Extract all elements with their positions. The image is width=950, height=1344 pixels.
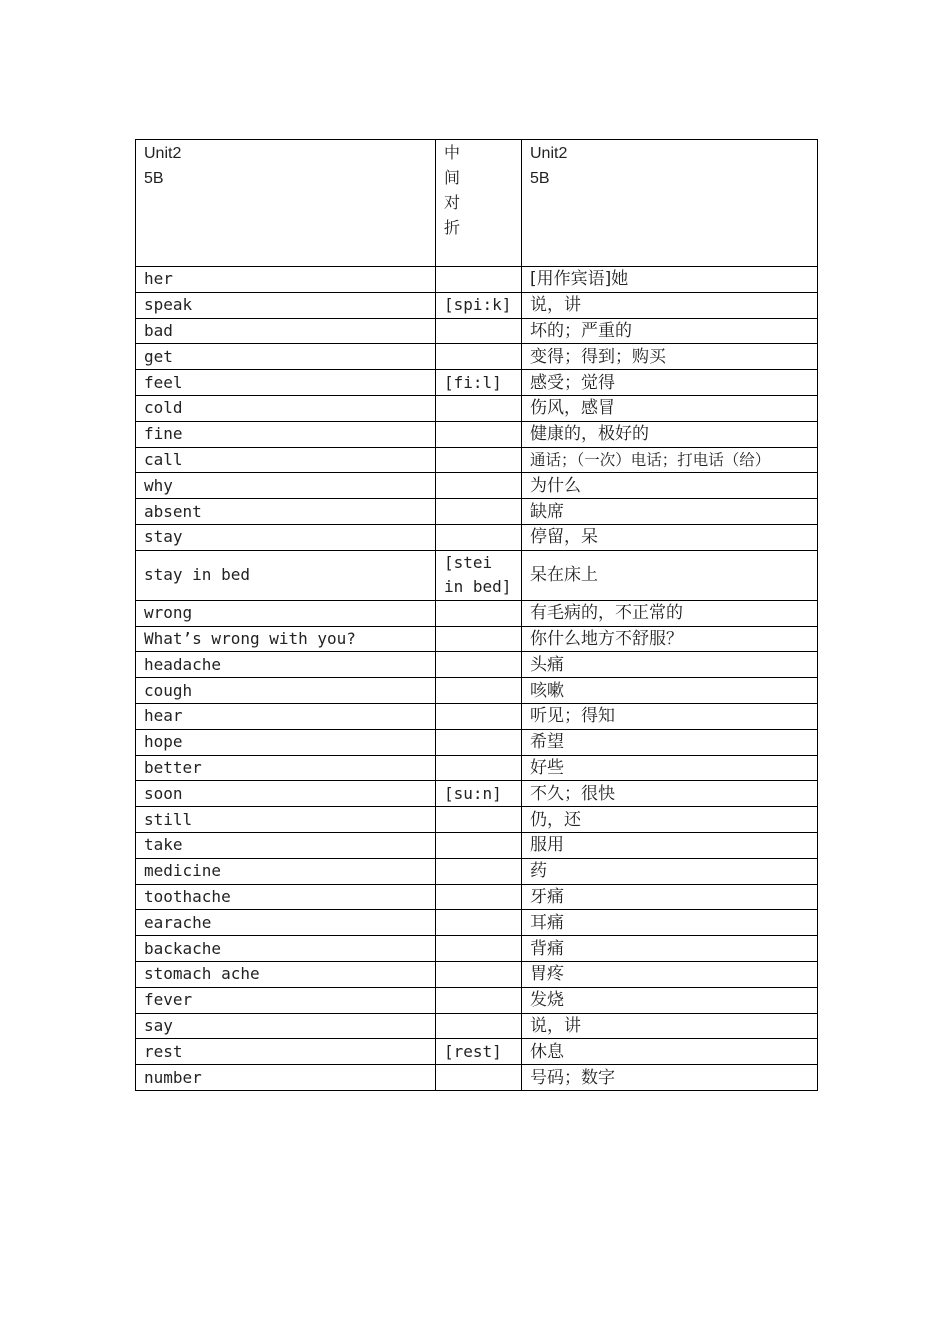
phonetic-cell (436, 807, 522, 833)
phonetic-cell (436, 344, 522, 370)
meaning-cell: 仍，还 (522, 807, 818, 833)
table-header-row (136, 140, 818, 267)
meaning-cell: 变得；得到；购买 (522, 344, 818, 370)
table-row (136, 652, 818, 678)
table-row (136, 267, 818, 293)
header-fold-cell (436, 140, 522, 267)
fold-char: 中 (444, 145, 461, 162)
phonetic-line: in bed] (444, 577, 512, 597)
phonetic-cell (436, 421, 522, 447)
phonetic-cell (436, 910, 522, 936)
word-cell: earache (136, 910, 436, 936)
word-cell: her (136, 267, 436, 293)
phonetic-cell (436, 936, 522, 962)
word-cell: absent (136, 499, 436, 525)
meaning-cell: 胃疼 (522, 961, 818, 987)
table-row (136, 781, 818, 807)
table-row (136, 344, 818, 370)
word-cell: speak (136, 292, 436, 318)
meaning-cell: 号码；数字 (522, 1065, 818, 1091)
word-cell: stomach ache (136, 961, 436, 987)
table-row (136, 473, 818, 499)
meaning-cell: 你什么地方不舒服？ (522, 626, 818, 652)
meaning-cell: 药 (522, 858, 818, 884)
word-cell: why (136, 473, 436, 499)
phonetic-cell: [fi:l] (436, 370, 522, 396)
phonetic-cell (436, 600, 522, 626)
word-cell: number (136, 1065, 436, 1091)
word-cell: fever (136, 987, 436, 1013)
table-row (136, 370, 818, 396)
table-row (136, 550, 818, 600)
meaning-cell: 为什么 (522, 473, 818, 499)
meaning-cell: 感受；觉得 (522, 370, 818, 396)
phonetic-cell (436, 626, 522, 652)
word-cell: say (136, 1013, 436, 1039)
header-left-book: 5B (144, 170, 164, 187)
phonetic-cell (436, 755, 522, 781)
word-cell: headache (136, 652, 436, 678)
table-row (136, 987, 818, 1013)
meaning-cell: 有毛病的，不正常的 (522, 600, 818, 626)
phonetic-cell (436, 524, 522, 550)
word-cell: toothache (136, 884, 436, 910)
meaning-cell: 停留，呆 (522, 524, 818, 550)
meaning-cell: [用作宾语]她 (522, 267, 818, 293)
phonetic-cell (436, 1065, 522, 1091)
fold-char: 间 (444, 170, 461, 187)
meaning-cell: 呆在床上 (522, 550, 818, 600)
meaning-cell: 说，讲 (522, 1013, 818, 1039)
phonetic-cell: [spi:k] (436, 292, 522, 318)
table-row (136, 936, 818, 962)
table-row (136, 703, 818, 729)
word-cell: soon (136, 781, 436, 807)
meaning-cell: 背痛 (522, 936, 818, 962)
phonetic-cell (436, 987, 522, 1013)
word-cell: medicine (136, 858, 436, 884)
header-right-unit: Unit2 (530, 145, 568, 162)
phonetic-cell (436, 1013, 522, 1039)
phonetic-cell (436, 884, 522, 910)
phonetic-cell (436, 395, 522, 421)
meaning-cell: 不久；很快 (522, 781, 818, 807)
word-cell: rest (136, 1039, 436, 1065)
meaning-cell: 好些 (522, 755, 818, 781)
table-row (136, 1065, 818, 1091)
table-row (136, 292, 818, 318)
vocabulary-table (135, 139, 818, 1091)
header-right-cell (522, 140, 818, 267)
table-row (136, 678, 818, 704)
header-left-unit: Unit2 (144, 145, 182, 162)
table-row (136, 729, 818, 755)
word-cell: fine (136, 421, 436, 447)
meaning-cell: 伤风，感冒 (522, 395, 818, 421)
meaning-cell: 牙痛 (522, 884, 818, 910)
meaning-cell: 咳嗽 (522, 678, 818, 704)
word-cell: cold (136, 395, 436, 421)
meaning-cell: 希望 (522, 729, 818, 755)
meaning-cell: 休息 (522, 1039, 818, 1065)
word-cell: bad (136, 318, 436, 344)
phonetic-cell (436, 961, 522, 987)
meaning-cell: 缺席 (522, 499, 818, 525)
table-row (136, 858, 818, 884)
header-right-book: 5B (530, 170, 550, 187)
table-row (136, 626, 818, 652)
meaning-cell: 耳痛 (522, 910, 818, 936)
word-cell: call (136, 447, 436, 473)
word-cell: take (136, 832, 436, 858)
word-cell: better (136, 755, 436, 781)
table-row (136, 755, 818, 781)
phonetic-cell (436, 267, 522, 293)
table-row (136, 807, 818, 833)
phonetic-cell (436, 550, 522, 600)
meaning-cell: 坏的；严重的 (522, 318, 818, 344)
phonetic-cell (436, 678, 522, 704)
table-row (136, 961, 818, 987)
table-row (136, 1039, 818, 1065)
table-row (136, 1013, 818, 1039)
table-row (136, 524, 818, 550)
header-left-cell (136, 140, 436, 267)
table-row (136, 910, 818, 936)
table-row (136, 832, 818, 858)
word-cell: hope (136, 729, 436, 755)
table-row (136, 421, 818, 447)
meaning-cell: 头痛 (522, 652, 818, 678)
fold-char: 对 (444, 195, 461, 212)
word-cell: What’s wrong with you? (136, 626, 436, 652)
meaning-cell: 听见；得知 (522, 703, 818, 729)
table-row (136, 600, 818, 626)
word-cell: still (136, 807, 436, 833)
phonetic-cell (436, 318, 522, 344)
phonetic-cell (436, 447, 522, 473)
phonetic-cell: [rest] (436, 1039, 522, 1065)
phonetic-cell (436, 858, 522, 884)
meaning-cell: 通话；（一次）电话；打电话（给） (522, 447, 818, 473)
meaning-cell: 服用 (522, 832, 818, 858)
word-cell: backache (136, 936, 436, 962)
word-cell: wrong (136, 600, 436, 626)
meaning-cell: 发烧 (522, 987, 818, 1013)
word-cell: stay (136, 524, 436, 550)
table-row (136, 499, 818, 525)
table-row (136, 318, 818, 344)
word-cell: feel (136, 370, 436, 396)
phonetic-cell (436, 703, 522, 729)
meaning-cell: 说，讲 (522, 292, 818, 318)
word-cell: stay in bed (136, 550, 436, 600)
phonetic-cell: [su:n] (436, 781, 522, 807)
fold-char: 折 (444, 220, 461, 237)
phonetic-cell (436, 652, 522, 678)
word-cell: cough (136, 678, 436, 704)
phonetic-line: [stei (444, 553, 493, 573)
table-row (136, 395, 818, 421)
phonetic-cell (436, 832, 522, 858)
phonetic-cell (436, 729, 522, 755)
phonetic-cell (436, 499, 522, 525)
meaning-cell: 健康的，极好的 (522, 421, 818, 447)
table-row (136, 884, 818, 910)
word-cell: hear (136, 703, 436, 729)
phonetic-cell (436, 473, 522, 499)
word-cell: get (136, 344, 436, 370)
table-row (136, 447, 818, 473)
